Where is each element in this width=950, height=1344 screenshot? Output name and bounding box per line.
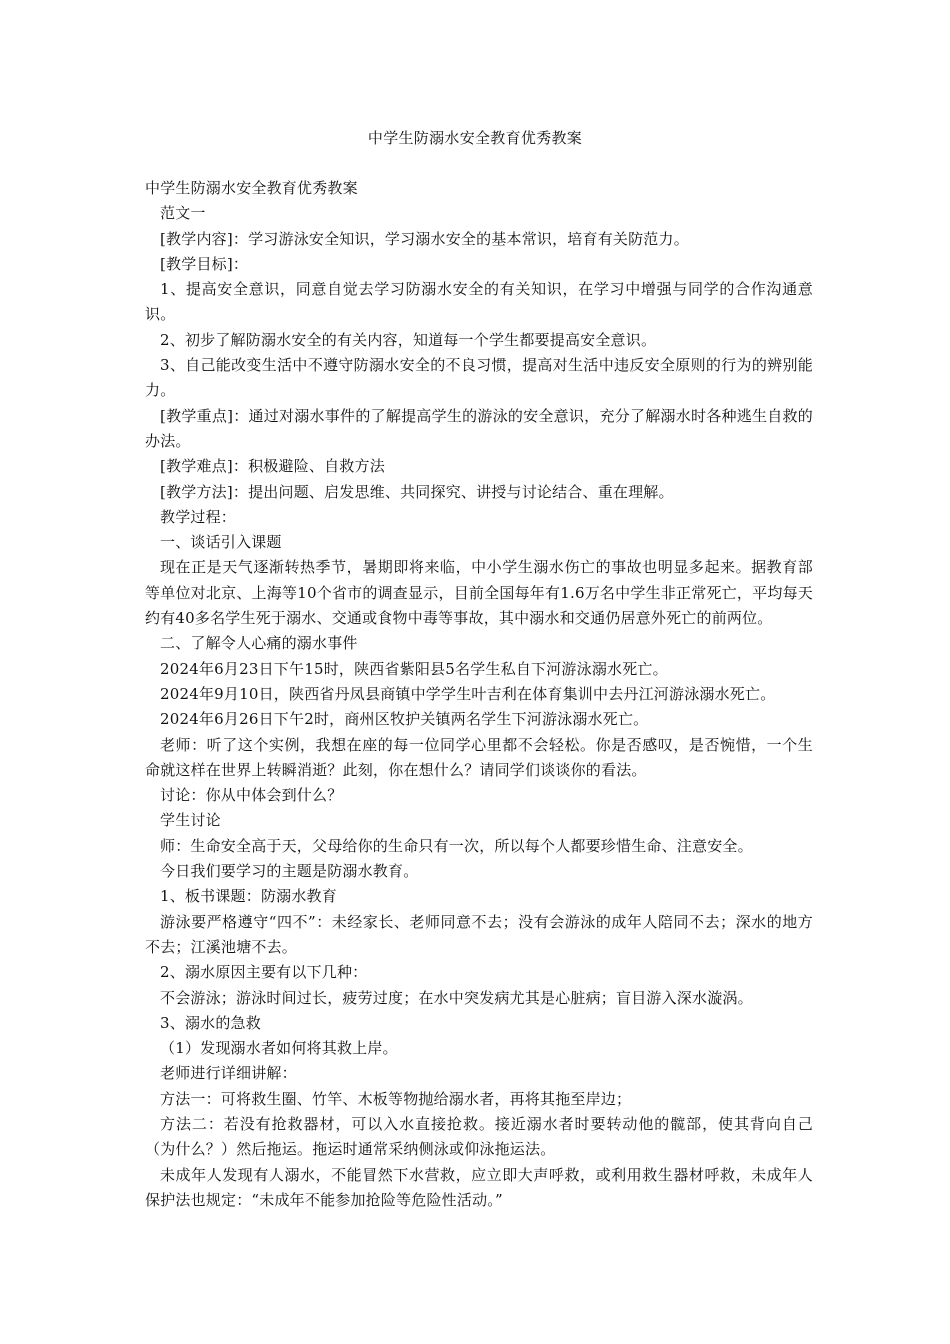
paragraph: [教学内容]：学习游泳安全知识，学习溺水安全的基本常识，培育有关防范力。 xyxy=(160,229,689,248)
paragraph: 现在正是天气逐渐转热季节，暑期即将来临，中小学生溺水伤亡的事故也明显多起来。据教育部等单位对北京、上海等10个省市的调查显示，目前全国每年有1.6万名中学生非正常死亡，平均每天约有40多名学生死于溺水、交通或食物中毒等事故，其中溺水和交通仍居意外死亡的前两位。 xyxy=(145,558,813,628)
paragraph: 老师进行详细讲解： xyxy=(160,1064,297,1083)
paragraph: [教学方法]：提出问题、启发思维、共同探究、讲授与讨论结合、重在理解。 xyxy=(160,482,674,501)
paragraph: 2024年6月23日下午15时，陕西省紫阳县5名学生私自下河游泳溺水死亡。 xyxy=(160,659,668,678)
paragraph: 2024年6月26日下午2时，商州区牧护关镇两名学生下河游泳溺水死亡。 xyxy=(160,710,649,729)
paragraph: 2、溺水原因主要有以下几种： xyxy=(160,963,368,982)
paragraph: 未成年人发现有人溺水，不能冒然下水营救，应立即大声呼救，或利用救生器材呼救，未成年人保护法也规定：“未成年不能参加抢险等危险性活动。” xyxy=(145,1165,813,1209)
paragraph: 2024年9月10日，陕西省丹凤县商镇中学学生叶吉利在体育集训中去丹江河游泳溺水死亡。 xyxy=(160,684,776,703)
paragraph: 今日我们要学习的主题是防溺水教育。 xyxy=(160,862,419,881)
paragraph: [教学目标]： xyxy=(160,254,249,273)
paragraph: 讨论：你从中体会到什么？ xyxy=(160,786,343,805)
document-title: 中学生防溺水安全教育优秀教案 xyxy=(367,129,583,147)
paragraph: 一、谈话引入课题 xyxy=(160,533,282,552)
paragraph: 3、溺水的急救 xyxy=(160,1013,261,1032)
body-heading: 中学生防溺水安全教育优秀教案 xyxy=(145,179,358,197)
paragraph: 二、了解令人心痛的溺水事件 xyxy=(160,634,358,653)
paragraph: 2、初步了解防溺水安全的有关内容，知道每一个学生都要提高安全意识。 xyxy=(160,330,657,349)
paragraph: 学生讨论 xyxy=(160,811,221,830)
paragraph: 游泳要严格遵守“四不”：未经家长、老师同意不去；没有会游泳的成年人陪同不去；深水的地方不去；江溪池塘不去。 xyxy=(145,912,813,956)
document-body xyxy=(145,176,813,1213)
paragraph: 1、板书课题：防溺水教育 xyxy=(160,887,337,906)
paragraph: 师：生命安全高于天，父母给你的生命只有一次，所以每个人都要珍惜生命、注意安全。 xyxy=(160,836,753,855)
paragraph: [教学重点]：通过对溺水事件的了解提高学生的游泳的安全意识，充分了解溺水时各种逃生自救的办法。 xyxy=(145,406,813,450)
paragraph: 方法二：若没有抢救器材，可以入水直接抢救。接近溺水者时要转动他的髋部，使其背向自己（为什么？）然后拖运。拖运时通常采纳侧泳或仰泳拖运法。 xyxy=(145,1114,813,1159)
paragraph: [教学难点]：积极避险、自救方法 xyxy=(160,457,385,476)
paragraph: 1、提高安全意识，同意自觉去学习防溺水安全的有关知识，在学习中增强与同学的合作沟通意识。 xyxy=(145,280,813,324)
paragraph: （1）发现溺水者如何将其救上岸。 xyxy=(160,1039,398,1058)
paragraph: 方法一：可将救生圈、竹竿、木板等物抛给溺水者，再将其拖至岸边； xyxy=(160,1089,632,1108)
paragraph: 不会游泳；游泳时间过长，疲劳过度；在水中突发病尤其是心脏病；盲目游入深水漩涡。 xyxy=(160,988,753,1007)
paragraph: 教学过程： xyxy=(160,507,237,526)
paragraph: 老师：听了这个实例，我想在座的每一位同学心里都不会轻松。你是否感叹，是否惋惜，一个生命就这样在世界上转瞬消逝？此刻，你在想什么？请同学们谈谈你的看法。 xyxy=(145,735,813,779)
paragraph: 3、自己能改变生活中不遵守防溺水安全的不良习惯，提高对生活中违反安全原则的行为的辨别能力。 xyxy=(145,356,813,400)
paragraph: 范文一 xyxy=(160,204,206,223)
